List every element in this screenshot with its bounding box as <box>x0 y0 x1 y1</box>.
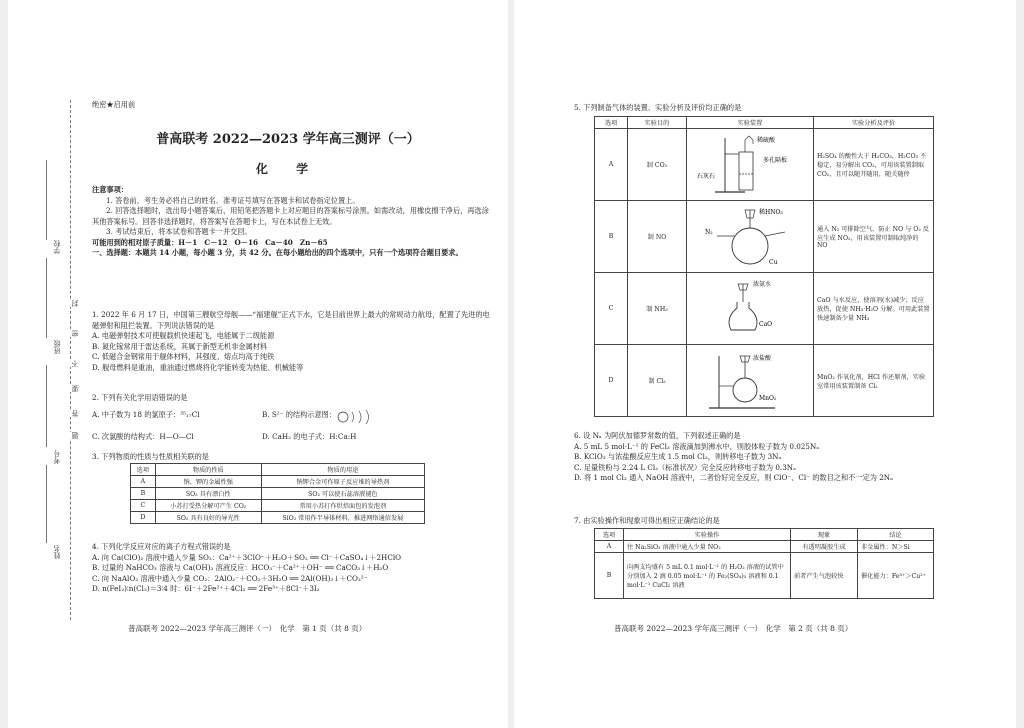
table-header: 物质的用途 <box>261 464 424 476</box>
table-cell: B <box>131 488 156 500</box>
apparatus-label: 浓盐酸 <box>753 354 772 362</box>
seal-char: 题 <box>71 432 79 439</box>
option-d: D. 舰母燃料是重油，重油通过燃烧将化学能转变为热能、机械能等 <box>92 362 304 372</box>
flask-apparatus-diagram <box>695 206 805 268</box>
table-row <box>595 553 934 599</box>
flask-apparatus-diagram <box>695 278 805 340</box>
option-c: C. 低磁合金钢常用于舰体材料，其强度、熔点均高于纯铁 <box>92 352 275 361</box>
table-cell: 小苏打受热分解可产生 CO₂ <box>155 500 261 512</box>
option-a: A. 向 Ca(ClO)₂ 溶液中通入少量 SO₂：Ca²⁺＋3ClO⁻＋H₂O＋SO₂ ══ Cl⁻＋CaSO₄↓＋2HClO <box>92 552 402 562</box>
class-label: 班级 <box>53 340 61 354</box>
table-cell: A <box>595 541 624 553</box>
apparatus-label: 浓氨水 <box>753 280 772 288</box>
apparatus-label: N₂ <box>705 228 713 236</box>
q5-table <box>594 116 934 417</box>
q7-table <box>594 528 934 599</box>
option-a: A. 电磁弹射技术可使舰载机快速起飞，电能属于二级能源 <box>92 331 275 340</box>
table-cell: A <box>131 476 156 488</box>
table-row <box>595 273 934 345</box>
kipp-apparatus-diagram <box>695 134 805 196</box>
apparatus-label: 石灰石 <box>697 172 716 180</box>
binding-gutter <box>8 0 78 728</box>
table-cell: 制 NH₃ <box>628 273 687 345</box>
table-cell: 通入 N₂ 可排除空气，防止 NO 与 O₂ 反应生成 NO₂，用该装置可制取纯净的 NO <box>814 201 934 273</box>
question-4 <box>92 542 494 595</box>
table-header: 实验目的 <box>628 117 687 129</box>
apparatus-label: CaO <box>759 320 773 328</box>
exam-no-underline <box>46 365 47 447</box>
option-d: D. CaH₂ 的电子式：H:Ca:H <box>262 431 357 441</box>
question-3: 3. 下列物质的性质与性质相关联的是 <box>92 452 209 461</box>
option-c: C. 足量铁粉与 2.24 L Cl₂（标准状况）完全反应转移电子数为 0.3Nₐ <box>574 462 796 472</box>
option-b: B. S²⁻ 的结构示意图： <box>262 409 337 419</box>
table-cell: SO₂ 具有良好的导光性 <box>155 512 261 524</box>
atomic-masses: 可能用到的相对原子质量：H－1 C－12 O－16 Ca－40 Zn－65 <box>92 237 328 247</box>
table-cell: C <box>595 273 628 345</box>
table-cell: MnO₂ 作氧化剂，HCl 作还原剂，实验室常用该装置制备 Cl₂ <box>814 345 934 417</box>
name-underline <box>46 465 47 543</box>
table-cell: H₂SO₄ 的酸性大于 H₂CO₃，H₂CO₃ 不稳定，易分解出 CO₂，可用该装置制取 CO₂，且可以随开随用，随关随停 <box>814 129 934 201</box>
notes-heading: 注意事项： <box>92 185 128 194</box>
notes-block <box>92 185 494 259</box>
table-cell: CaO 与水反应，使溶剂(水)减少；反应放热，促使 NH₃·H₂O 分解。可用此装置快速制备少量 NH₃ <box>814 273 934 345</box>
option-b: B. 过量的 NaHCO₃ 溶液与 Ca(OH)₂ 溶液反应：HCO₃⁻＋Ca²⁺＋OH⁻ ══ CaCO₃↓＋H₂O <box>92 563 389 572</box>
table-row <box>595 345 934 417</box>
note-item: 2. 回答选择题时，选出每小题答案后，用铅笔把答题卡上对应题目的答案标号涂黑。如需改动，用橡皮擦干净后，再选涂其他答案标号。回答非选择题时，将答案写在答题卡上，写在本试卷上无效。 <box>92 206 489 226</box>
note-item: 1. 答卷前，考生务必将自己的姓名、准考证号填写在答题卡和试卷指定位置上。 <box>106 195 360 205</box>
table-cell: D <box>131 512 156 524</box>
table-cell: A <box>595 129 628 201</box>
seal-char: 要 <box>71 385 79 392</box>
table-cell: 有透明凝胶生成 <box>791 541 858 553</box>
table-header: 物质的性质 <box>155 464 261 476</box>
exam-page-2 <box>514 0 1016 728</box>
option-b: B. KClO₃ 与浓盐酸反应生成 1.5 mol Cl₂，则转移电子数为 3Nₐ <box>574 452 782 461</box>
section-heading: 一、选择题：本题共 14 小题，每小题 3 分，共 42 分。在每小题给出的四个选项中，只有一个选项符合题目要求。 <box>92 248 463 257</box>
question-1 <box>92 310 494 373</box>
table-header: 现象 <box>791 529 858 541</box>
apparatus-label: 稀硫酸 <box>757 136 776 144</box>
class-underline <box>46 258 47 338</box>
table-header: 实验操作 <box>624 529 791 541</box>
table-cell: 常用小苏打作烘焙面包的发泡剂 <box>261 500 424 512</box>
table-cell: 催化能力：Fe³⁺＞Cu²⁺ <box>858 553 934 599</box>
question-7: 7. 由实验操作和现象可得出相应正确结论的是 <box>574 516 720 525</box>
seal-char: 封 <box>71 300 79 307</box>
subject-title: 化 学 <box>255 162 321 176</box>
table-row <box>131 500 425 512</box>
apparatus-label: Cu <box>769 258 778 266</box>
exam-page-1 <box>8 0 508 728</box>
option-d: D. n(FeI₂)∶n(Cl₂)＝3∶4 时：6I⁻＋2Fe²⁺＋4Cl₂ ══ 2Fe³⁺＋8Cl⁻＋3I₂ <box>92 584 320 593</box>
ion-structure-diagram <box>336 410 376 424</box>
table-cell: C <box>131 500 156 512</box>
q3-table <box>130 463 425 524</box>
question-stem: 2. 下列有关化学用语错误的是 <box>92 393 188 402</box>
table-cell: 制 NO <box>628 201 687 273</box>
table-cell: 往 Na₂SiO₃ 溶液中通入少量 NO₂ <box>624 541 791 553</box>
apparatus-label: 稀HNO₃ <box>759 208 783 216</box>
question-6 <box>574 431 974 484</box>
chlorine-apparatus-diagram <box>695 350 805 412</box>
page-footer: 普高联考 2022—2023 学年高三测评（一） 化学 第 1 页（共 8 页） <box>128 624 367 633</box>
seal-char: 不 <box>71 360 79 367</box>
question-stem: 6. 设 Nₐ 为阿伏加德罗常数的值，下列叙述正确的是 <box>574 431 741 440</box>
table-cell: 前者产生气泡较快 <box>791 553 858 599</box>
table-cell: 制 CO₂ <box>628 129 687 201</box>
seal-char: 密 <box>71 330 79 337</box>
exam-title: 普高联考 2022—2023 学年高三测评（一） <box>156 132 420 147</box>
table-row <box>131 488 425 500</box>
table-header: 选项 <box>131 464 156 476</box>
table-row <box>131 512 425 524</box>
table-cell: 非金属性：N＞Si <box>858 541 934 553</box>
page-footer: 普高联考 2022—2023 学年高三测评（一） 化学 第 2 页（共 8 页） <box>614 624 853 633</box>
table-cell: 钠、钾的金属性强 <box>155 476 261 488</box>
option-c: C. 次氯酸的结构式：H—O—Cl <box>92 431 194 441</box>
table-cell: SO₂ 具有漂白性 <box>155 488 261 500</box>
table-row <box>595 541 934 553</box>
table-cell: B <box>595 201 628 273</box>
table-header: 实验分析及评价 <box>814 117 934 129</box>
option-a: A. 中子数为 18 的氯原子：³⁵₁₇Cl <box>92 409 200 419</box>
option-b: B. 氮化镓常用于雷达系统，其属于新型无机非金属材料 <box>92 341 268 351</box>
table-header: 选项 <box>595 529 624 541</box>
secret-mark: 绝密★启用前 <box>92 100 136 109</box>
table-cell: B <box>595 553 624 599</box>
exam-no-label: 考号 <box>53 450 61 464</box>
seal-char: 答 <box>71 410 79 417</box>
school-label: 学校 <box>53 240 61 254</box>
table-cell: SiO₂ 常用作半导体材料，推进网络通信发展 <box>261 512 424 524</box>
table-row <box>595 129 934 201</box>
table-row <box>595 201 934 273</box>
table-cell: 制 Cl₂ <box>628 345 687 417</box>
table-row <box>131 476 425 488</box>
school-underline <box>46 160 47 240</box>
option-c: C. 向 NaAlO₂ 溶液中通入少量 CO₂：2AlO₂⁻＋CO₂＋3H₂O ══ 2Al(OH)₃↓＋CO₃²⁻ <box>92 573 368 583</box>
option-a: A. 5 mL 5 mol·L⁻¹ 的 FeCl₃ 溶液滴加到沸水中，则胶体粒子数为 0.025Nₐ <box>574 441 820 451</box>
table-cell: 向两支均盛有 5 mL 0.1 mol·L⁻¹ 的 H₂O₂ 溶液的试管中分别加入 2 滴 0.05 mol·L⁻¹ 的 Fe₂(SO₄)₃ 溶液和 0.1 mol·L⁻¹ CuCl₂ 溶液 <box>624 553 791 599</box>
table-header: 实验装置 <box>687 117 814 129</box>
question-stem: 4. 下列化学反应对应的离子方程式错误的是 <box>92 542 231 551</box>
table-cell: SO₂ 可以使石蕊溶液褪色 <box>261 488 424 500</box>
question-2 <box>92 393 494 442</box>
table-header: 结论 <box>858 529 934 541</box>
apparatus-cell <box>687 201 814 273</box>
apparatus-cell <box>687 273 814 345</box>
note-item: 3. 考试结束后，将本试卷和答题卡一并交回。 <box>106 227 252 236</box>
name-label: 姓名 <box>53 545 61 559</box>
question-stem: 1. 2022 年 6 月 17 日，中国第三艘航空母舰——“福建舰”正式下水，它是目前世界上最大的常规动力航母，配置了先进的电磁弹射和阻拦装置。下列说法错误的是 <box>92 310 490 330</box>
apparatus-label: MnO₂ <box>759 394 777 402</box>
table-cell: 钠钾合金可作原子反应堆的导热剂 <box>261 476 424 488</box>
apparatus-label: 多孔隔板 <box>763 156 788 164</box>
question-5: 5. 下列制备气体的装置、实验分析及评价均正确的是 <box>574 103 742 112</box>
table-header: 选项 <box>595 117 628 129</box>
apparatus-cell <box>687 129 814 201</box>
apparatus-cell <box>687 345 814 417</box>
option-d: D. 将 1 mol Cl₂ 通入 NaOH 溶液中，二者恰好完全反应，则 ClO⁻、Cl⁻ 的数目之和不一定为 2Nₐ <box>574 473 893 482</box>
table-cell: D <box>595 345 628 417</box>
